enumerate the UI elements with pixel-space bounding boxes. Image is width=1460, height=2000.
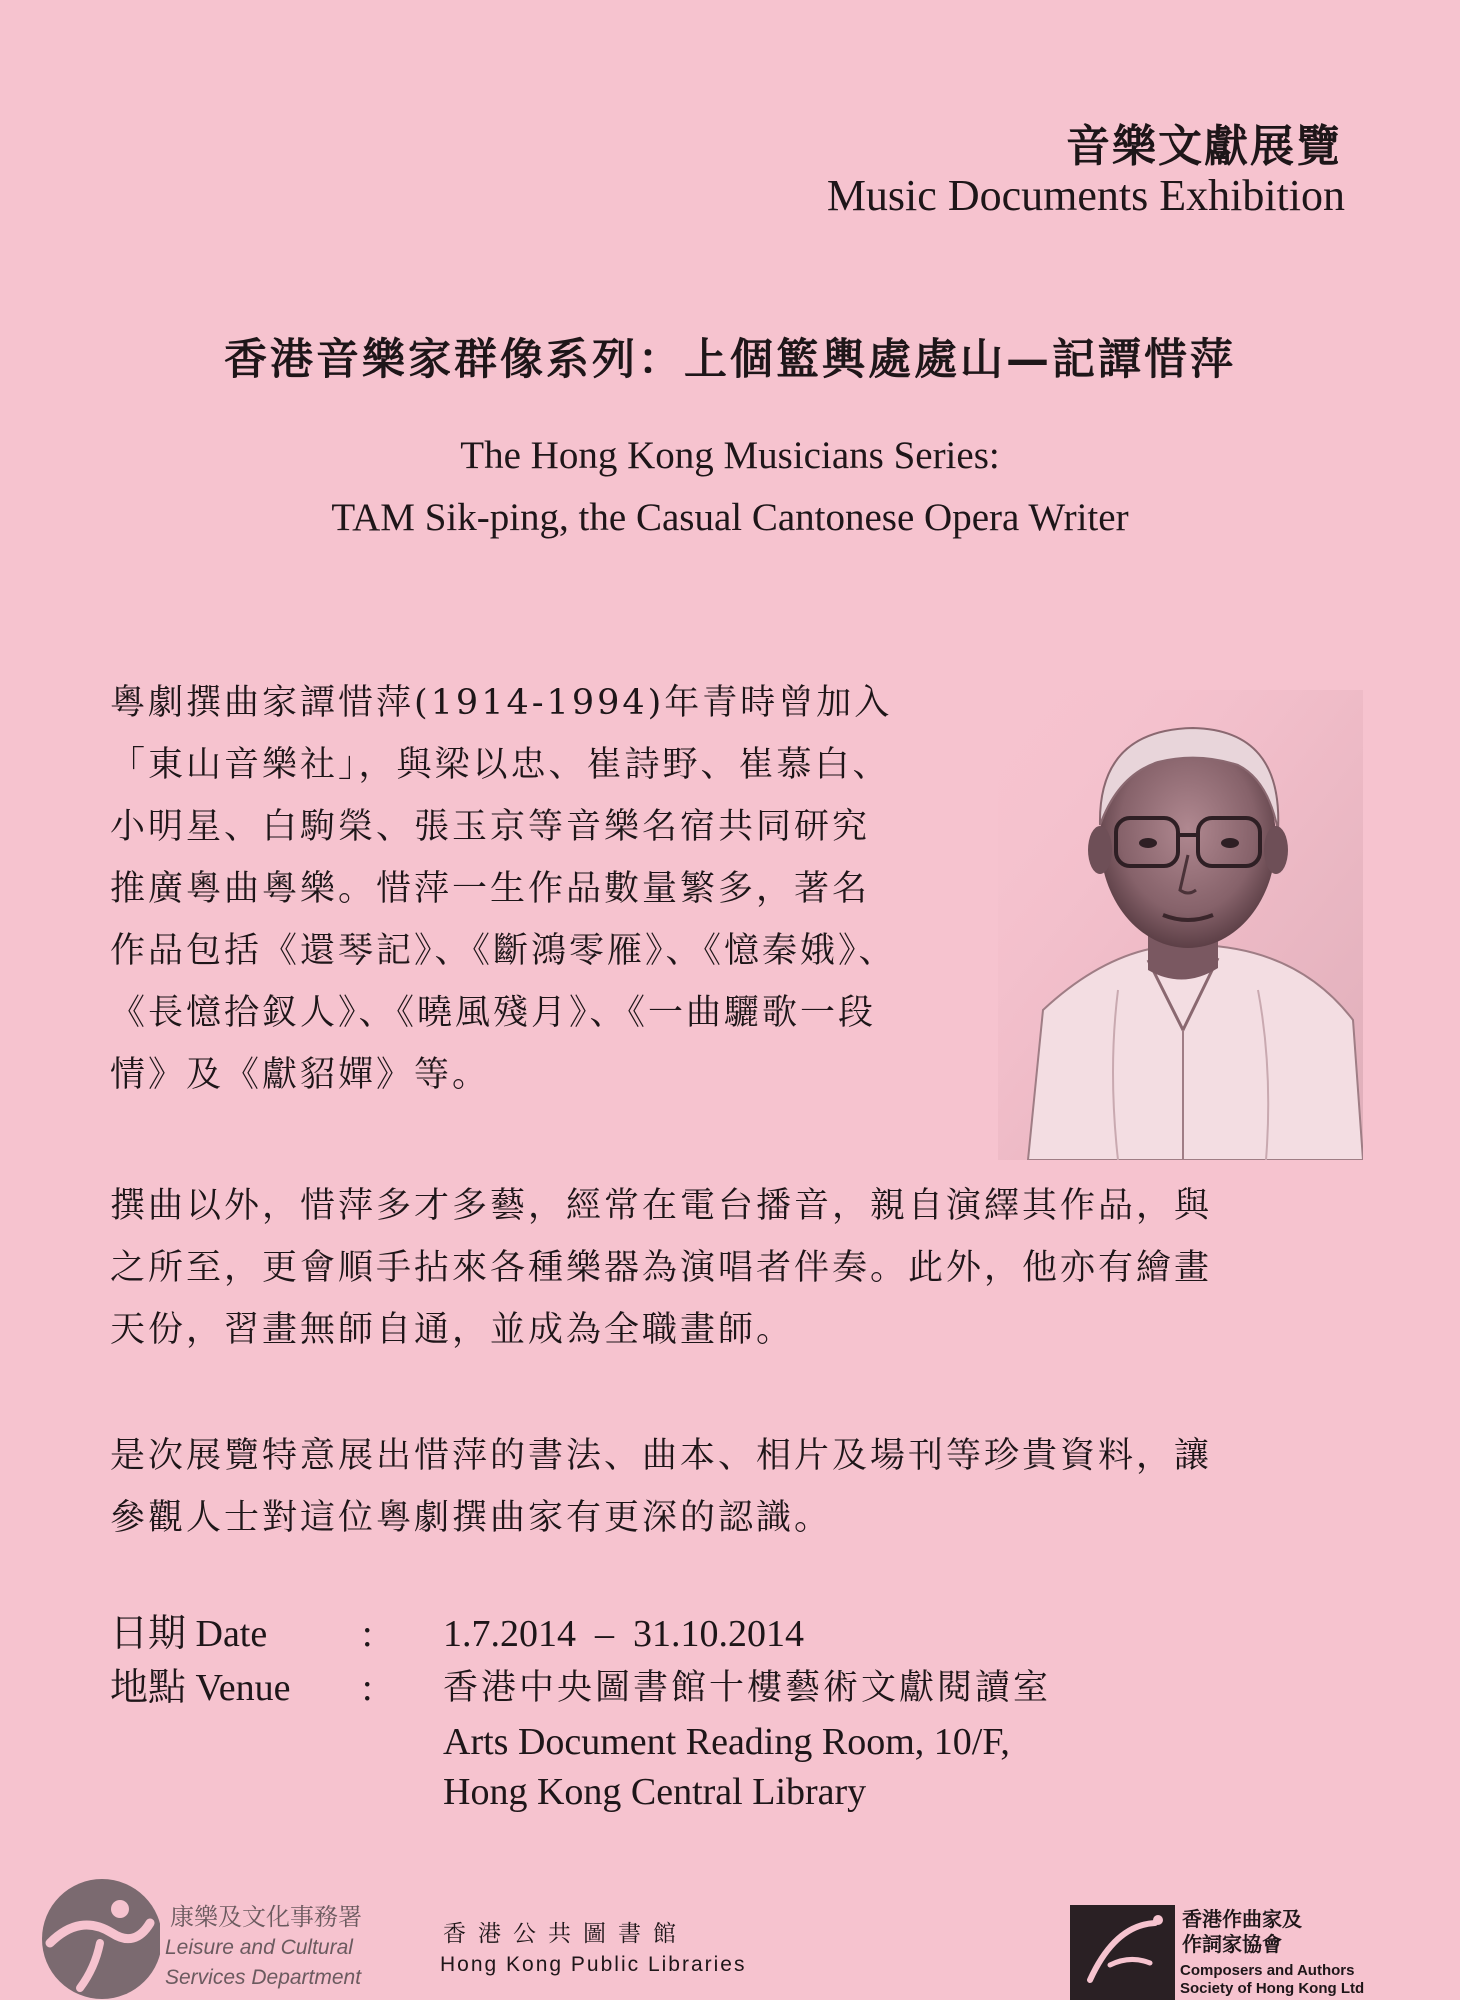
series-title-en-line-2: TAM Sik-ping, the Casual Cantonese Opera Writer: [331, 496, 1129, 539]
lcsd-name-en-line-2: Services Department: [165, 1966, 362, 1989]
cash-name-en-line-1: Composers and Authors: [1180, 1962, 1355, 1979]
hkpl-name-zh: 香港公共圖書館: [443, 1921, 688, 1947]
paragraph-line: 之所至，更會順手拈來各種樂器為演唱者伴奏。此外，他亦有繪畫: [110, 1248, 1213, 1288]
paragraph-line: 「東山音樂社」，與梁以忠、崔詩野、崔慕白、: [110, 745, 891, 785]
series-title-en-line-1: The Hong Kong Musicians Series:: [460, 434, 1000, 477]
cash-logo: [1070, 1905, 1180, 2000]
paragraph-line: 小明星、白駒榮、張玉京等音樂名宿共同研究: [110, 807, 871, 847]
cash-name-zh-line-2: 作詞家協會: [1182, 1932, 1282, 1956]
exhibition-title-zh: 音樂文獻展覽: [1066, 121, 1342, 172]
exhibition-title-en: Music Documents Exhibition: [826, 171, 1345, 220]
venue-label: 地點 Venue: [110, 1667, 291, 1709]
exhibition-paragraph: [110, 1425, 1350, 1549]
lcsd-name-zh: 康樂及文化事務署: [170, 1903, 362, 1931]
cash-name-zh-line-1: 香港作曲家及: [1182, 1907, 1302, 1931]
date-label: 日期 Date: [110, 1613, 268, 1655]
paragraph-line: 天份，習畫無師自通，並成為全職畫師。: [110, 1310, 795, 1350]
paragraph-line: 粵劇撰曲家譚惜萍(1914-1994)年青時曾加入: [110, 683, 893, 723]
venue-colon: :: [362, 1667, 373, 1709]
venue-en-line-2: Hong Kong Central Library: [443, 1771, 867, 1813]
paragraph-line: 撰曲以外，惜萍多才多藝，經常在電台播音，親自演繹其作品，與: [110, 1186, 1213, 1226]
talents-paragraph: [110, 1175, 1350, 1361]
portrait-photo: [998, 690, 1363, 1160]
date-value: 1.7.2014 – 31.10.2014: [443, 1613, 804, 1655]
date-colon: :: [362, 1613, 373, 1655]
lcsd-name-en-line-1: Leisure and Cultural: [165, 1936, 353, 1959]
venue-zh: 香港中央圖書館十樓藝術文獻閱讀室: [443, 1668, 1052, 1708]
paragraph-line: 情》及《獻貂嬋》等。: [110, 1055, 491, 1095]
cash-name-en-line-2: Society of Hong Kong Ltd: [1180, 1980, 1365, 1997]
lcsd-name-en: [165, 1933, 361, 1993]
venue-en-line-1: Arts Document Reading Room, 10/F,: [443, 1721, 1010, 1763]
intro-paragraph: [110, 672, 990, 1106]
lcsd-logo: [40, 1873, 160, 2000]
paragraph-line: 作品包括《還琴記》、《斷鴻零雁》、《憶秦娥》、: [110, 931, 897, 971]
cash-name-en: [1180, 1962, 1364, 1998]
cash-name-zh: [1182, 1907, 1302, 1957]
series-title-zh: 香港音樂家群像系列：上個籃輿處處山—記譚惜萍: [224, 335, 1236, 385]
hkpl-name-en: Hong Kong Public Libraries: [440, 1953, 747, 1976]
paragraph-line: 參觀人士對這位粵劇撰曲家有更深的認識。: [110, 1498, 833, 1538]
paragraph-line: 是次展覽特意展出惜萍的書法、曲本、相片及場刊等珍貴資料，讓: [110, 1436, 1213, 1476]
paragraph-line: 《長憶拾釵人》、《曉風殘月》、《一曲驪歌一段: [110, 993, 877, 1033]
series-title-en: [0, 425, 1460, 549]
paragraph-line: 推廣粵曲粵樂。惜萍一生作品數量繁多，著名: [110, 869, 871, 909]
